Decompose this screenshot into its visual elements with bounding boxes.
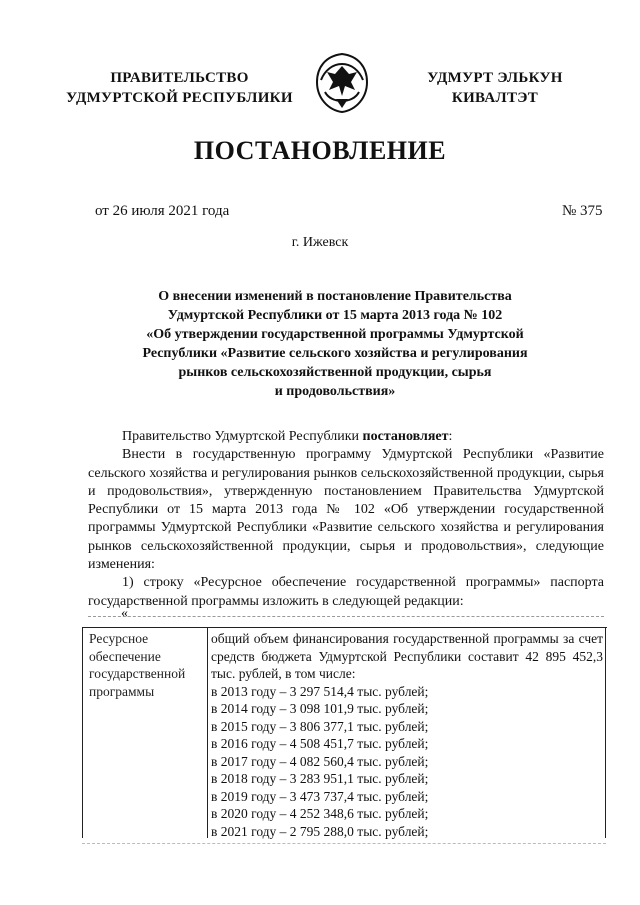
table-right-border <box>605 628 606 838</box>
bottom-divider-line <box>82 843 606 844</box>
issuer-line-2: УДМУРТСКОЙ РЕСПУБЛИКИ <box>66 90 293 106</box>
document-number: № 375 <box>562 203 603 219</box>
divider-line <box>88 616 604 617</box>
document-city: г. Ижевск <box>291 235 349 250</box>
funding-total: общий объем финансирования государственной программы за счет средств бюджета Удмуртской Республики составит 42 895 452,3 тыс. рублей, в том числе: <box>211 631 603 681</box>
document-date: от 26 июля 2021 года <box>95 203 230 219</box>
label-line-3: государственной <box>89 666 186 681</box>
issuer-udmurt-line-1: УДМУРТ ЭЛЬКУН <box>427 70 563 86</box>
intro-suffix: : <box>448 429 453 444</box>
funding-year-row: в 2017 году – 4 082 560,4 тыс. рублей; <box>211 753 429 769</box>
issuer-line-1: ПРАВИТЕЛЬСТВО <box>110 70 249 86</box>
funding-year-row: в 2016 году – 4 508 451,7 тыс. рублей; <box>211 736 429 751</box>
title-line-2: Удмуртской Республики от 15 марта 2013 года № 102 <box>167 308 503 323</box>
label-line-4: программы <box>89 683 155 699</box>
title-line-4: Республики «Развитие сельского хозяйства и регулирования <box>142 346 528 361</box>
opening-quote: « <box>121 606 128 621</box>
funding-year-row: в 2013 году – 3 297 514,4 тыс. рублей; <box>211 683 429 699</box>
intro-verb: постановляет <box>362 429 449 444</box>
title-line-6: и продовольствия» <box>274 384 396 399</box>
amendment-paragraph: Внести в государственную программу Удмуртской Республики «Развитие сельского хозяйства и регулирования рынков сельскохозяйственной продукции, сырья и продовольствия», утвержденную постановлением Правительства Удмуртской Республики от 15 марта 2013 года № 102 «Об утверждении государственной программы Удмуртской Республики «Развитие сельского хозяйства и регулирования рынков сельскохозяйственной продукции, сырья и продовольствия», следующие изменения: <box>88 447 604 573</box>
issuer-name-udmurt <box>400 68 590 108</box>
document-type-heading: ПОСТАНОВЛЕНИЕ <box>193 136 447 165</box>
document-title <box>100 287 570 401</box>
title-line-3: «Об утверждении государственной программы Удмуртской <box>146 327 524 342</box>
table-column-divider <box>207 628 208 838</box>
title-line-1: О внесении изменений в постановление Правительства <box>158 289 512 304</box>
funding-year-row: в 2018 году – 3 283 951,1 тыс. рублей; <box>211 771 429 786</box>
label-line-2: обеспечение <box>89 648 161 664</box>
label-line-1: Ресурсное <box>89 631 149 646</box>
item-1-paragraph: 1) строку «Ресурсное обеспечение государственной программы» паспорта государственной программы изложить в следующей редакции: <box>88 575 604 609</box>
intro-paragraph <box>88 428 604 446</box>
funding-year-row: в 2021 году – 2 795 288,0 тыс. рублей; <box>211 823 429 839</box>
funding-year-row: в 2019 году – 3 473 737,4 тыс. рублей; <box>211 788 429 804</box>
issuer-name-russian <box>62 68 297 108</box>
intro-prefix: Правительство Удмуртской Республики <box>122 429 363 444</box>
issuer-udmurt-line-2: КИВАЛТЭТ <box>451 90 539 106</box>
funding-year-row: в 2015 году – 3 806 377,1 тыс. рублей; <box>211 718 429 734</box>
table-value-cell <box>211 630 603 840</box>
udmurt-coat-of-arms-icon <box>313 52 371 114</box>
title-line-5: рынков сельскохозяйственной продукции, сырья <box>178 365 492 380</box>
funding-year-row: в 2014 году – 3 098 101,9 тыс. рублей; <box>211 701 429 716</box>
document-body <box>88 428 604 611</box>
table-label-cell <box>89 630 205 700</box>
resource-table <box>82 627 607 838</box>
funding-year-row: в 2020 году – 4 252 348,6 тыс. рублей; <box>211 806 429 821</box>
